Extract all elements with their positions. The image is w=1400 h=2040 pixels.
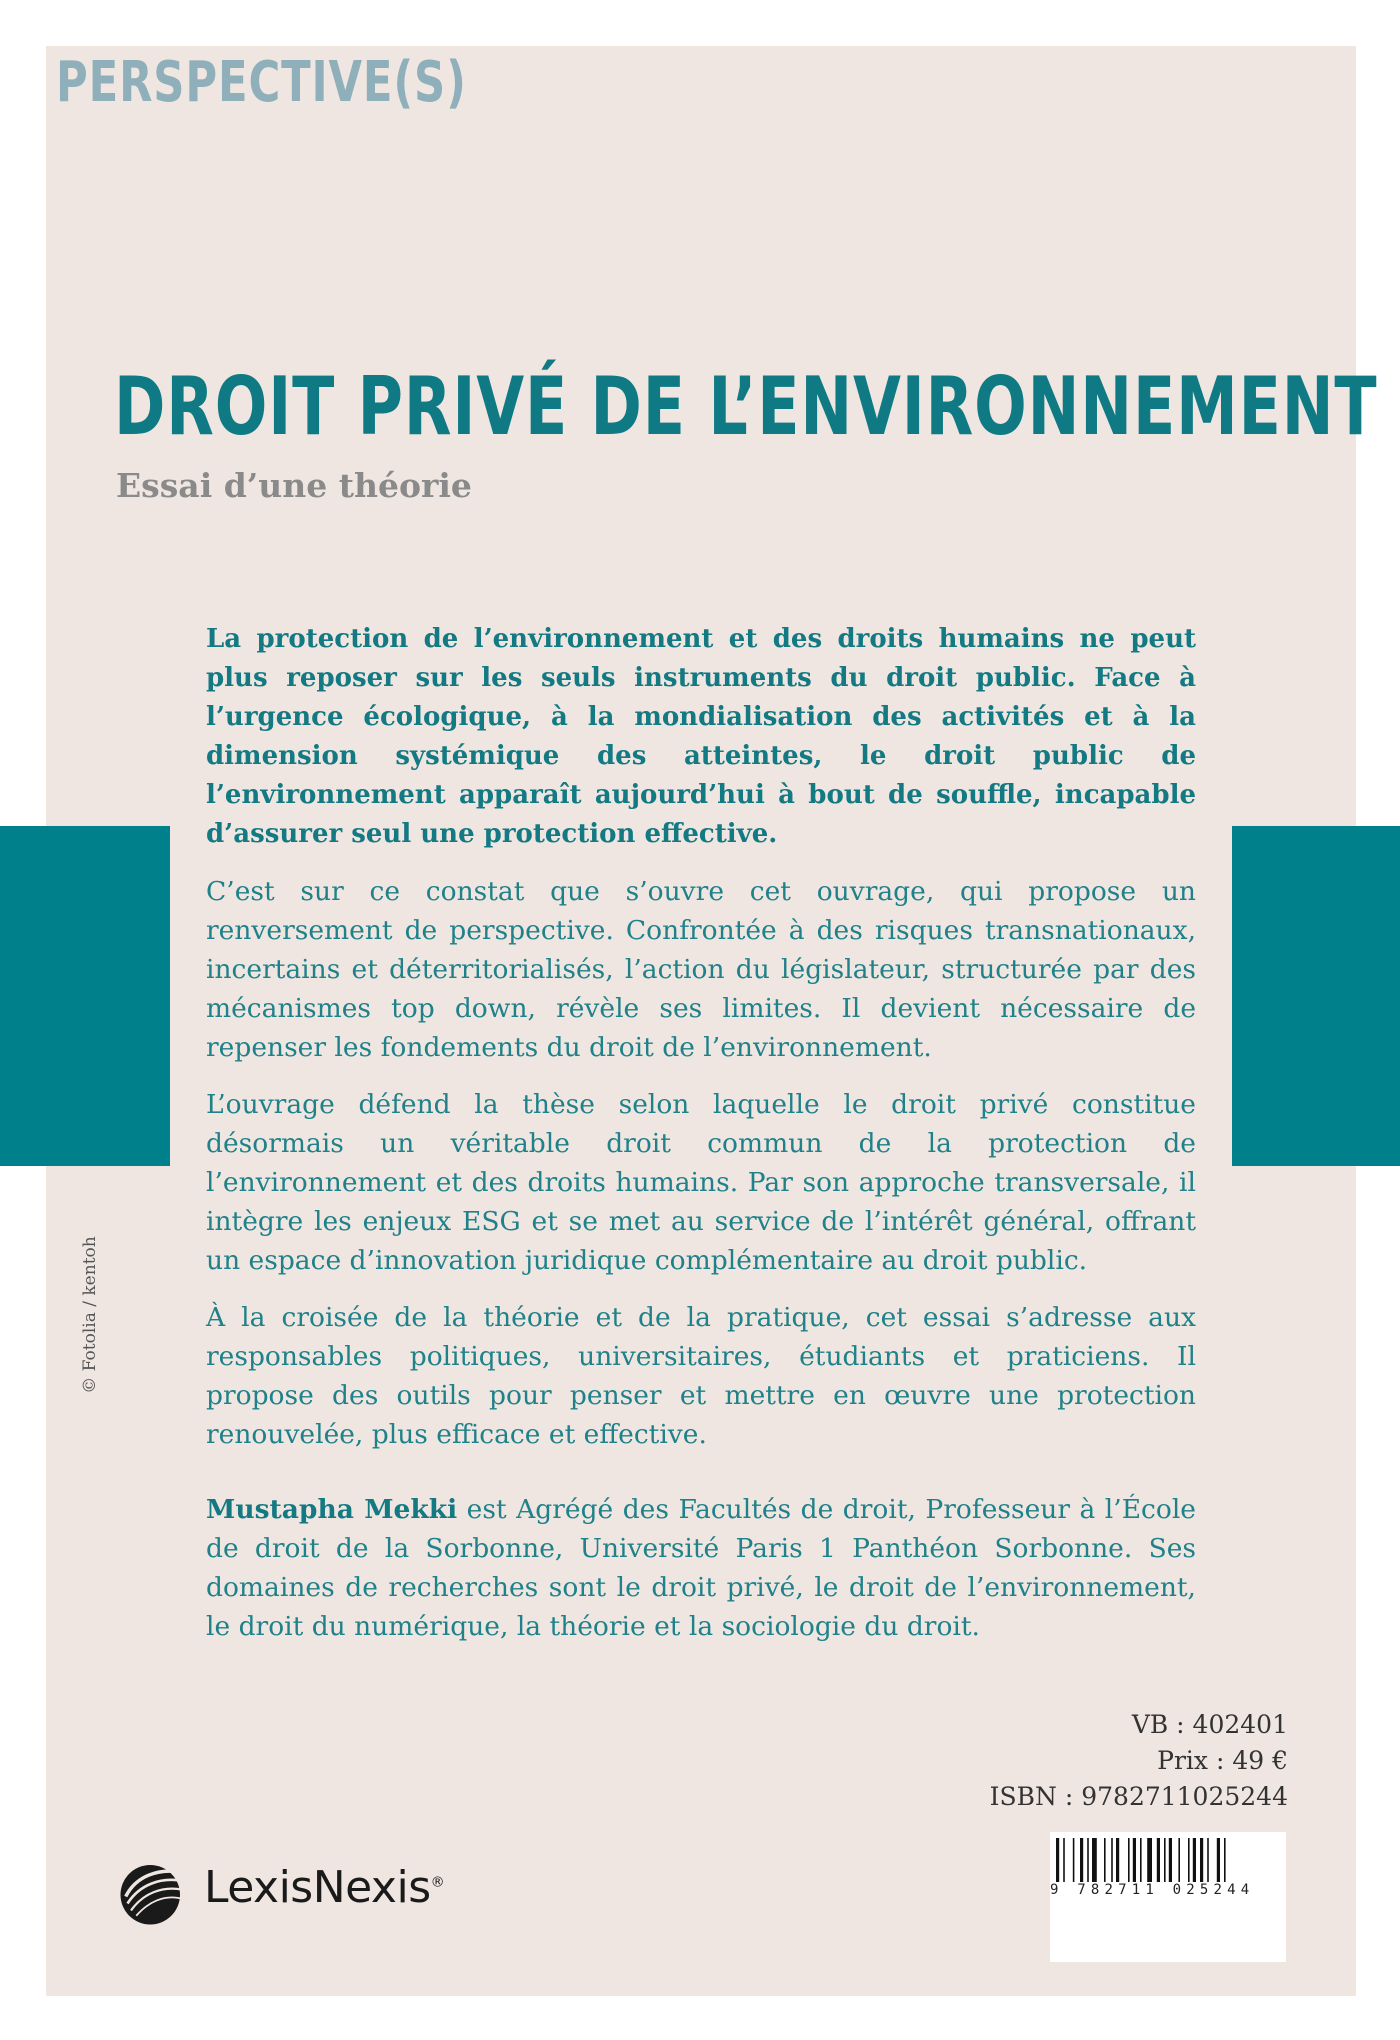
barcode-bar [1147, 1838, 1152, 1882]
price: Prix : 49 € [1157, 1746, 1288, 1775]
teal-band-left [0, 826, 170, 1166]
author-bio [206, 1490, 1196, 1646]
series-name: PERSPECTIVE(S) [56, 50, 467, 115]
author-bio-text: est Agrégé des Facultés de droit, Professeur à l’École de droit de la Sorbonne, Université Paris 1 Panthéon Sorbonne. Ses domaines de recherches sont le droit privé, le droit de l’environnement, le droit du numérique, la théorie et la sociologie du droit. [206, 1494, 1196, 1642]
barcode-bar [1140, 1838, 1142, 1882]
photo-credit-text: © Fotolia / kentoh [80, 1236, 100, 1394]
barcode-bar [1188, 1838, 1190, 1882]
barcode-bar [1087, 1838, 1089, 1882]
blurb-paragraph: C’est sur ce constat que s’ouvre cet ouvrage, qui propose un renversement de perspective. Confrontée à des risques transnationaux, incertains et déterritorialisés, l’action du législateur, structurée par des mécanismes top down, révèle ses limites. Il devient nécessaire de repenser les fondements du droit de l’environnement. [206, 876, 1196, 1063]
barcode-bar [1207, 1838, 1209, 1882]
barcode-digits: 9 782711 025244 [1050, 1882, 1255, 1898]
publisher-name [204, 1862, 444, 1913]
photo-credit [80, 1185, 100, 1445]
barcode-bar [1056, 1838, 1059, 1882]
isbn: ISBN : 9782711025244 [989, 1782, 1288, 1811]
barcode-bar [1104, 1838, 1106, 1882]
lexisnexis-logo-icon [112, 1858, 192, 1928]
barcode-bar [1073, 1838, 1075, 1882]
blurb-paragraph: L’ouvrage défend la thèse selon laquelle le droit privé constitue désormais un véritable droit commun de la protection de l’environnement et des droits humains. Par son approche transversale, il intègre les enjeux ESG et se met au service de l’intérêt général, offrant un espace d’innovation juridique complémentaire au droit public. [206, 1089, 1196, 1276]
book-title: DROIT PRIVÉ DE L’ENVIRONNEMENT [114, 360, 1378, 453]
author-name: Mustapha Mekki [206, 1494, 458, 1525]
vb-code: VB : 402401 [1131, 1710, 1288, 1739]
barcode-bar [1128, 1838, 1130, 1882]
blurb-paragraph: À la croisée de la théorie et de la pratique, cet essai s’adresse aux responsables politiques, universitaires, étudiants et praticiens. Il propose des outils pour penser et mettre en œuvre une protection renouvelée, plus efficace et effective. [206, 1302, 1196, 1450]
book-meta [990, 1707, 1288, 1815]
teal-band-right [1232, 826, 1400, 1166]
barcode-bar [1164, 1838, 1166, 1882]
barcode-bar [1169, 1838, 1172, 1882]
barcode-bar [1178, 1838, 1180, 1882]
publisher-mark: ® [430, 1874, 445, 1891]
barcode-bar [1080, 1838, 1083, 1882]
blurb [206, 620, 1196, 1664]
barcode-bar [1092, 1838, 1097, 1882]
barcode-bar [1133, 1838, 1136, 1882]
blurb-paragraph-lead: La protection de l’environnement et des droits humains ne peut plus reposer sur les seuls instruments du droit public. Face à l’urgence écologique, à la mondialisation des activités et à la dimension systémique des atteintes, le droit public de l’environnement apparaît aujourd’hui à bout de souffle, incapable d’assurer seul une protection effective. [206, 624, 1196, 849]
barcode-bar [1116, 1838, 1119, 1882]
barcode-bar [1193, 1838, 1196, 1882]
book-subtitle: Essai d’une théorie [116, 466, 472, 505]
barcode-bar [1217, 1838, 1220, 1882]
barcode-bar [1200, 1838, 1203, 1882]
barcode-bar [1063, 1838, 1065, 1882]
publisher-label: LexisNexis [204, 1862, 431, 1913]
barcode-bar [1111, 1838, 1113, 1882]
barcode-bar [1157, 1838, 1160, 1882]
barcode-bar [1224, 1838, 1226, 1882]
